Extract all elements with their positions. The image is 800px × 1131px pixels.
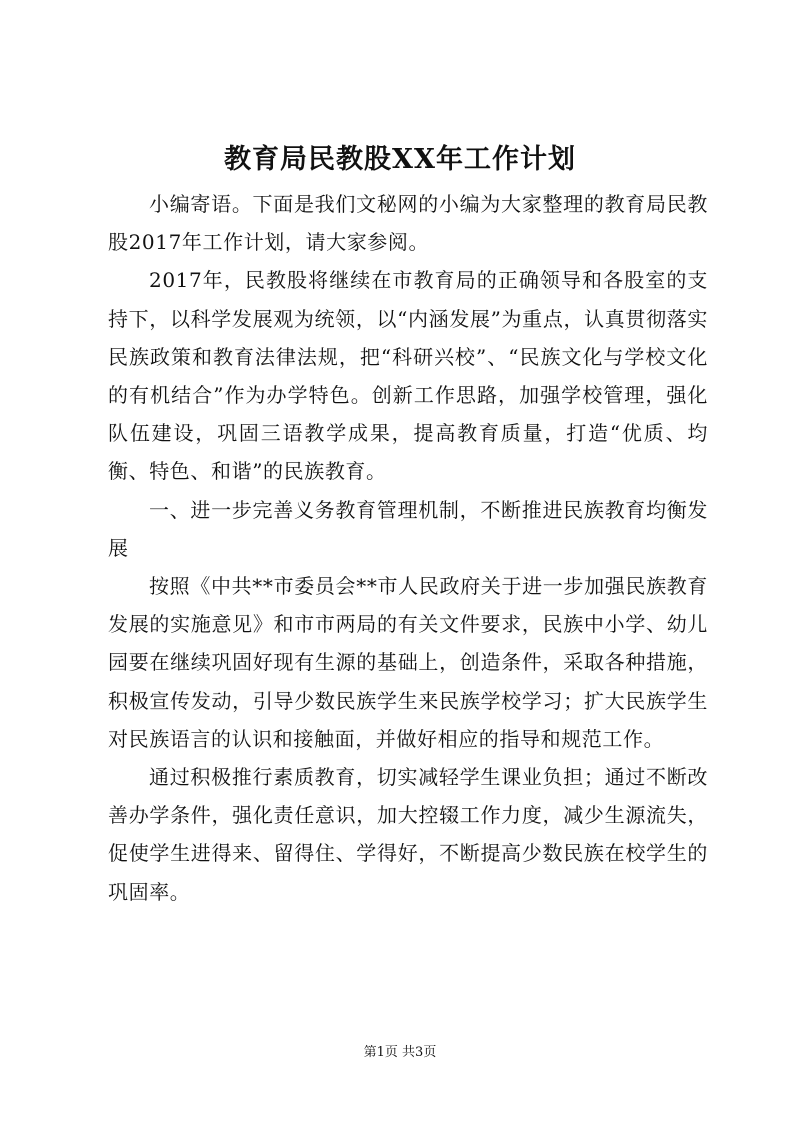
- paragraph-overview: 2017年，民教股将继续在市教育局的正确领导和各股室的支持下，以科学发展观为统领，以“内涵发展”为重点，认真贯彻落实民族政策和教育法律法规，把“科研兴校”、“民族文化与学校文化的有机结合”作为办学特色。创新工作思路，加强学校管理，强化队伍建设，巩固三语教学成果，提高教育质量，打造“优质、均衡、特色、和谐”的民族教育。: [108, 268, 708, 484]
- paragraph-section-1-cont: 通过积极推行素质教育，切实减轻学生课业负担；通过不断改善办学条件，强化责任意识，加大控辍工作力度，减少生源流失，促使学生进得来、留得住、学得好，不断提高少数民族在校学生的巩固率。: [108, 765, 708, 904]
- document-body: [108, 185, 708, 911]
- page-footer: 第1页 共3页: [363, 1045, 437, 1060]
- document-title: 教育局民教股XX年工作计划: [224, 144, 576, 175]
- paragraph-section-1: 按照《中共**市委员会**市人民政府关于进一步加强民族教育发展的实施意见》和市市两局的有关文件要求，民族中小学、幼儿园要在继续巩固好现有生源的基础上，创造条件，采取各种措施，积极宣传发动，引导少数民族学生来民族学校学习；扩大民族学生对民族语言的认识和接触面，并做好相应的指导和规范工作。: [108, 574, 708, 751]
- section-heading-1: 一、进一步完善义务教育管理机制，不断推进民族教育均衡发展: [108, 497, 708, 560]
- paragraph-intro: 小编寄语。下面是我们文秘网的小编为大家整理的教育局民教股2017年工作计划，请大家参阅。: [108, 192, 708, 255]
